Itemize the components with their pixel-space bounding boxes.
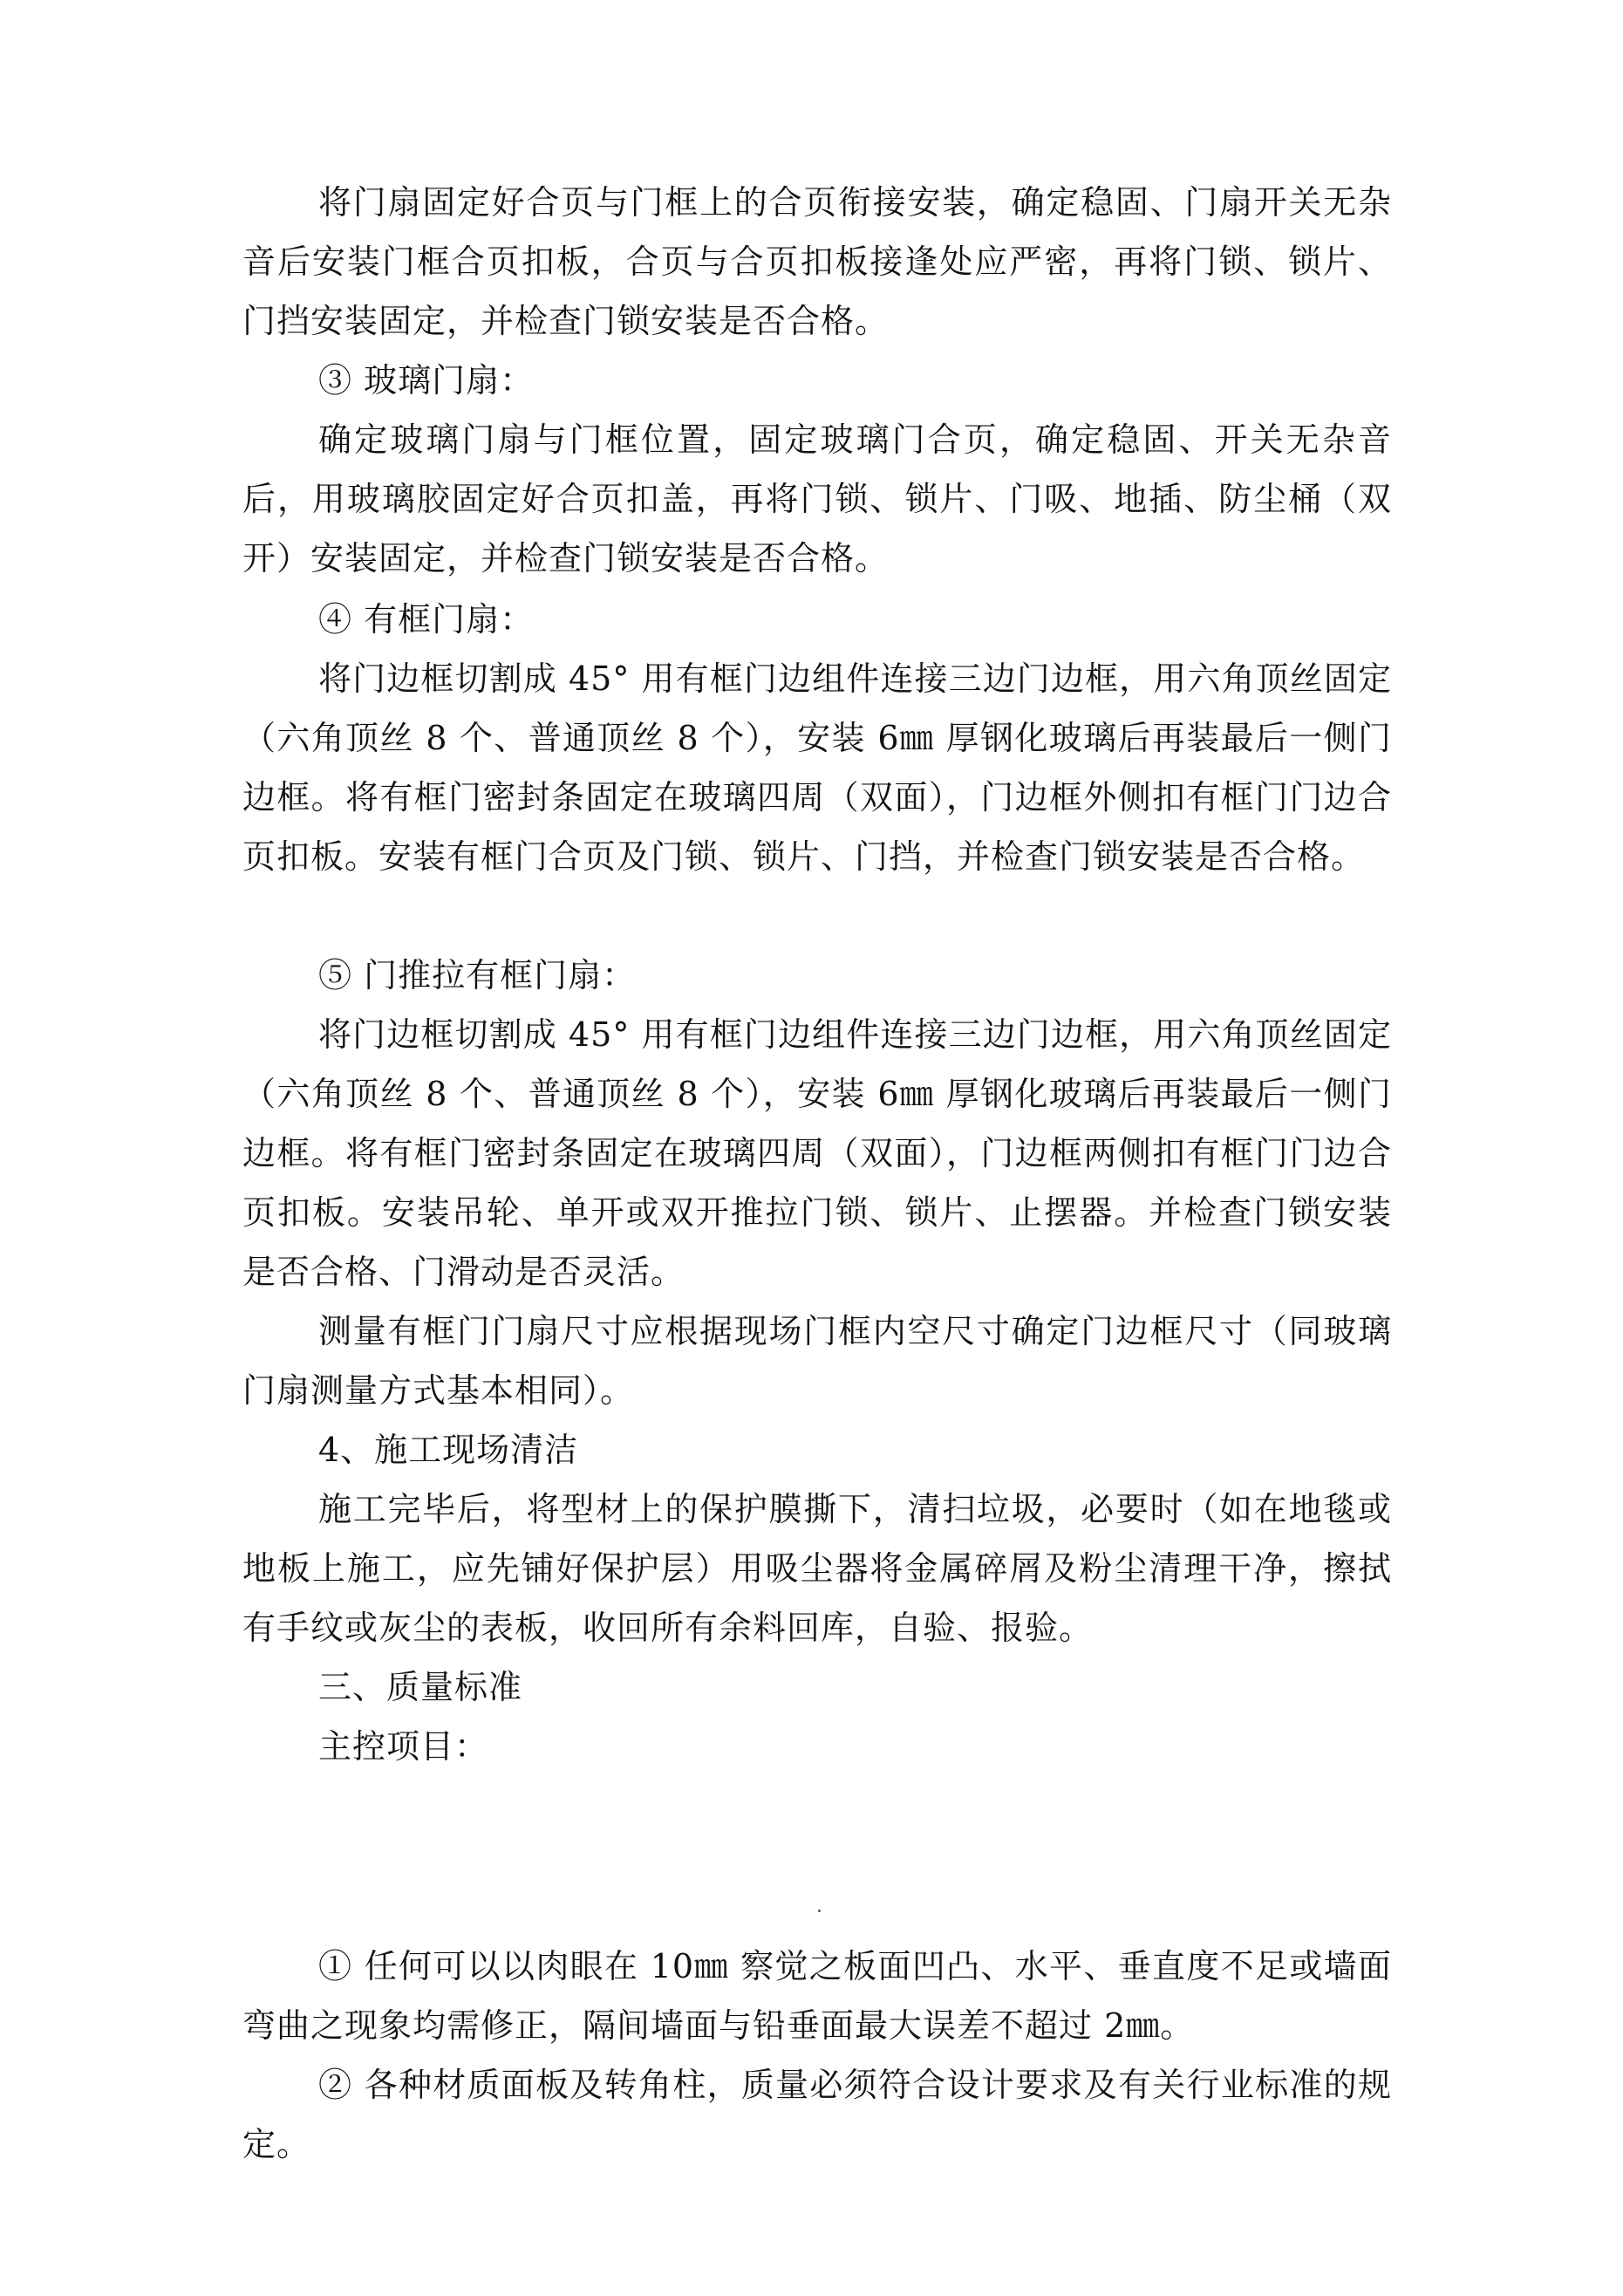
paragraph-framed-door-leaf: 将门边框切割成 45° 用有框门边组件连接三边门边框，用六角顶丝固定（六角顶丝 8 个、普通顶丝 8 个），安装 6㎜ 厚钢化玻璃后再装最后一侧门边框。将有框门密封条固定在玻璃四周（双面），门边框外侧扣有框门门边合页扣板。安装有框门合页及门锁、锁片、门挡，并检查门锁安装是否合格。: [242, 659, 1392, 876]
paragraph-sliding-framed-door-leaf: 将门边框切割成 45° 用有框门边组件连接三边门边框，用六角顶丝固定（六角顶丝 8 个、普通顶丝 8 个），安装 6㎜ 厚钢化玻璃后再装最后一侧门边框。将有框门密封条固定在玻璃四周（双面），门边框两侧扣有框门门边合页扣板。安装吊轮、单开或双开推拉门锁、锁片、止摆器。并检查门锁安装是否合格、门滑动是否灵活。: [242, 1015, 1392, 1291]
paragraph-quality-item-1: ① 任何可以以肉眼在 10㎜ 察觉之板面凹凸、水平、垂直度不足或墙面弯曲之现象均需修正，隔间墙面与铅垂面最大误差不超过 2㎜。: [242, 1947, 1392, 2045]
stray-dot-mark: [818, 1910, 821, 1912]
heading-sliding-framed-door-leaf: ⑤ 门推拉有框门扇：: [318, 956, 637, 994]
paragraph-quality-item-2: ② 各种材质面板及转角柱，质量必须符合设计要求及有关行业标准的规定。: [242, 2066, 1392, 2163]
heading-glass-door-leaf: ③ 玻璃门扇：: [318, 361, 535, 400]
paragraph-site-cleaning: 施工完毕后，将型材上的保护膜撕下，清扫垃圾，必要时（如在地毯或地板上施工，应先铺好保护层）用吸尘器将金属碎屑及粉尘清理干净，擦拭有手纹或灰尘的表板，收回所有余料回库，自验、报验。: [242, 1490, 1392, 1647]
heading-quality-standard: 三、质量标准: [318, 1668, 523, 1706]
paragraph-glass-door-leaf: 确定玻璃门扇与门框位置，固定玻璃门合页，确定稳固、开关无杂音后，用玻璃胶固定好合页扣盖，再将门锁、锁片、门吸、地插、防尘桶（双开）安装固定，并检查门锁安装是否合格。: [242, 420, 1392, 577]
heading-framed-door-leaf: ④ 有框门扇：: [318, 600, 535, 639]
heading-main-control-items: 主控项目：: [318, 1727, 489, 1766]
paragraph-framed-door-measurement: 测量有框门门扇尺寸应根据现场门框内空尺寸确定门边框尺寸（同玻璃门扇测量方式基本相同）。: [242, 1312, 1392, 1410]
heading-site-cleaning: 4、施工现场清洁: [318, 1431, 579, 1469]
paragraph-door-leaf-install: 将门扇固定好合页与门框上的合页衔接安装，确定稳固、门扇开关无杂音后安装门框合页扣板，合页与合页扣板接逢处应严密，再将门锁、锁片、门挡安装固定，并检查门锁安装是否合格。: [242, 183, 1392, 340]
